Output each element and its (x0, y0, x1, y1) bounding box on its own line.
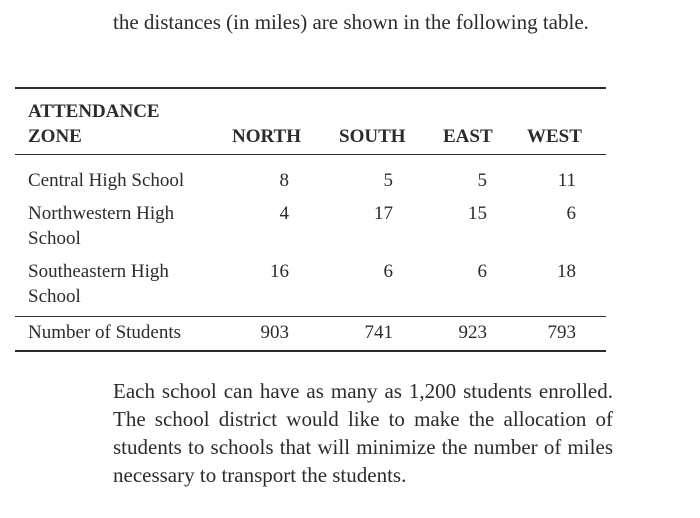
cell-northwestern-east: 15 (468, 203, 487, 224)
cell-northwestern-west: 6 (566, 203, 576, 224)
closing-paragraph: Each school can have as many as 1,200 students enrolled. The school district would like to make the allocation of students to schools that will minimize the number of miles necessary to transport the students. (113, 379, 613, 487)
row-label-number-of-students: Number of Students (28, 322, 182, 343)
cell-central-north: 8 (279, 170, 289, 191)
column-header-south: SOUTH (339, 126, 406, 147)
cell-northwestern-north: 4 (279, 203, 289, 224)
cell-central-west: 11 (557, 170, 576, 191)
cell-central-east: 5 (477, 170, 487, 191)
column-header-west: WEST (527, 126, 582, 147)
cell-southeastern-north: 16 (270, 261, 289, 282)
cell-southeastern-south: 6 (383, 261, 393, 282)
cell-students-north: 903 (260, 322, 289, 343)
cell-students-west: 793 (547, 322, 576, 343)
attendance-zone-header (28, 99, 160, 149)
row-label-southeastern: Southeastern High School (28, 261, 169, 307)
cell-southeastern-east: 6 (477, 261, 487, 282)
table-header-rule (15, 154, 606, 155)
attendance-zone-header-line1: ATTENDANCE (28, 101, 160, 122)
attendance-zone-header-line2: ZONE (28, 126, 82, 147)
cell-students-south: 741 (364, 322, 393, 343)
column-header-north: NORTH (232, 126, 302, 147)
table-totals-rule (15, 316, 606, 317)
column-header-east: EAST (443, 126, 493, 147)
cell-northwestern-south: 17 (374, 203, 393, 224)
row-label-northwestern: Northwestern High School (28, 203, 175, 249)
intro-paragraph: the distances (in miles) are shown in the following table. (113, 10, 589, 34)
table-top-rule (15, 87, 606, 89)
cell-central-south: 5 (383, 170, 393, 191)
cell-southeastern-west: 18 (557, 261, 576, 282)
cell-students-east: 923 (458, 322, 487, 343)
table-bottom-rule (15, 350, 606, 352)
row-label-central: Central High School (28, 170, 185, 191)
